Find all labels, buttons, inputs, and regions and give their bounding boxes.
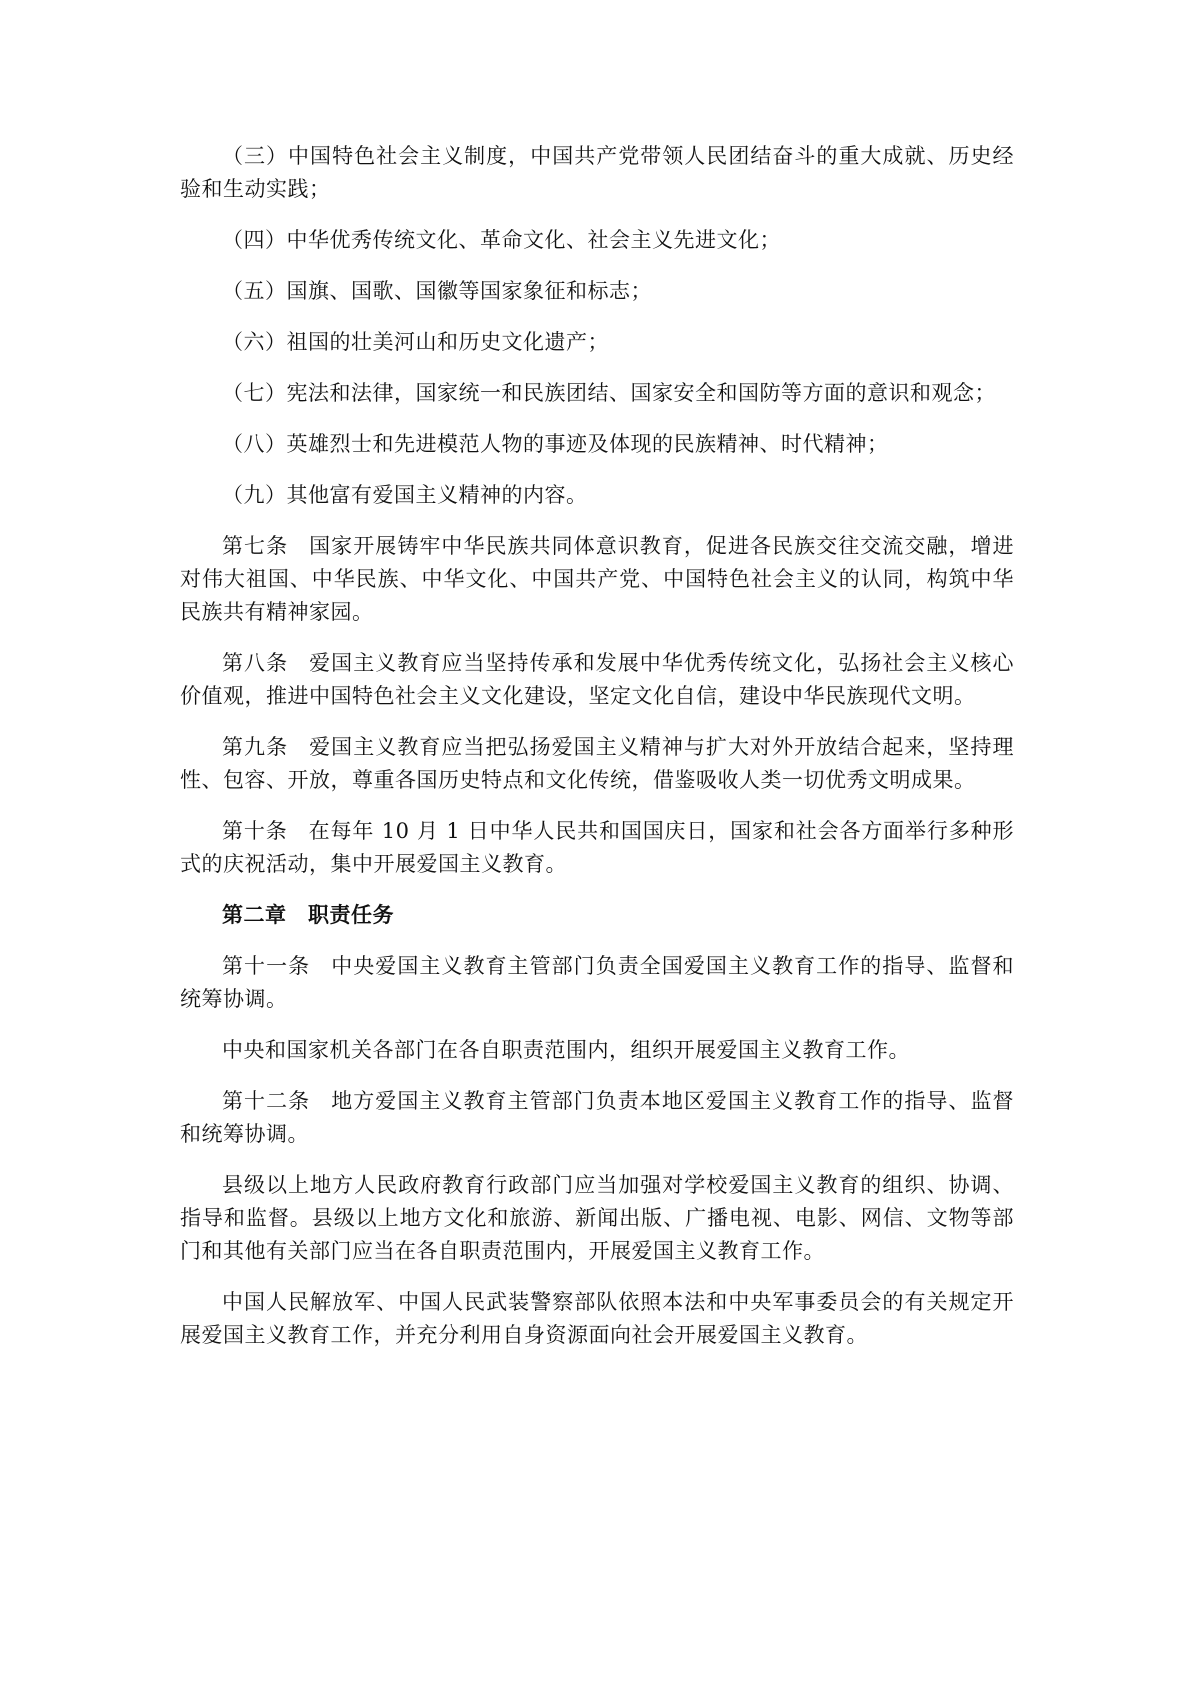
body-paragraph: （七）宪法和法律，国家统一和民族团结、国家安全和国防等方面的意识和观念； <box>222 381 996 405</box>
body-paragraph: （八）英雄烈士和先进模范人物的事迹及体现的民族精神、时代精神； <box>222 432 889 456</box>
body-paragraph: （四）中华优秀传统文化、革命文化、社会主义先进文化； <box>222 228 781 252</box>
article-number: 第八条 <box>222 651 289 675</box>
body-paragraph: （九）其他富有爱国主义精神的内容。 <box>222 483 588 507</box>
article-paragraph <box>180 731 1014 797</box>
article-number: 第十二条 <box>222 1089 311 1113</box>
article-paragraph <box>180 815 1014 881</box>
article-text: 地方爱国主义教育主管部门负责本地区爱国主义教育工作的指导、监督和统筹协调。 <box>180 1089 1015 1146</box>
article-text: 中央爱国主义教育主管部门负责全国爱国主义教育工作的指导、监督和统筹协调。 <box>180 954 1015 1011</box>
article-paragraph <box>180 950 1014 1016</box>
article-number: 第七条 <box>222 534 289 558</box>
article-text: 在每年 10 月 1 日中华人民共和国国庆日，国家和社会各方面举行多种形式的庆祝活动，集中开展爱国主义教育。 <box>180 819 1015 876</box>
chapter-heading: 第二章 职责任务 <box>222 903 394 927</box>
article-paragraph <box>180 1085 1014 1151</box>
body-paragraph: （三）中国特色社会主义制度，中国共产党带领人民团结奋斗的重大成就、历史经验和生动实践； <box>180 144 1014 201</box>
article-number: 第十一条 <box>222 954 311 978</box>
body-paragraph: （六）祖国的壮美河山和历史文化遗产； <box>222 330 609 354</box>
article-text: 国家开展铸牢中华民族共同体意识教育，促进各民族交往交流交融，增进对伟大祖国、中华民族、中华文化、中国共产党、中国特色社会主义的认同，构筑中华民族共有精神家园。 <box>180 534 1015 624</box>
article-number: 第十条 <box>222 819 288 843</box>
body-paragraph: 中央和国家机关各部门在各自职责范围内，组织开展爱国主义教育工作。 <box>222 1038 910 1062</box>
article-text: 爱国主义教育应当坚持传承和发展中华优秀传统文化，弘扬社会主义核心价值观，推进中国特色社会主义文化建设，坚定文化自信，建设中华民族现代文明。 <box>180 651 1015 708</box>
article-text: 爱国主义教育应当把弘扬爱国主义精神与扩大对外开放结合起来，坚持理性、包容、开放，尊重各国历史特点和文化传统，借鉴吸收人类一切优秀文明成果。 <box>180 735 1015 792</box>
article-paragraph <box>180 647 1014 713</box>
body-paragraph: （五）国旗、国歌、国徽等国家象征和标志； <box>222 279 652 303</box>
body-paragraph: 中国人民解放军、中国人民武装警察部队依照本法和中央军事委员会的有关规定开展爱国主义教育工作，并充分利用自身资源面向社会开展爱国主义教育。 <box>180 1290 1014 1347</box>
body-paragraph: 县级以上地方人民政府教育行政部门应当加强对学校爱国主义教育的组织、协调、指导和监督。县级以上地方文化和旅游、新闻出版、广播电视、电影、网信、文物等部门和其他有关部门应当在各自职责范围内，开展爱国主义教育工作。 <box>180 1173 1014 1263</box>
document-body <box>180 140 1014 1370</box>
article-number: 第九条 <box>222 735 289 759</box>
article-paragraph <box>180 530 1014 629</box>
